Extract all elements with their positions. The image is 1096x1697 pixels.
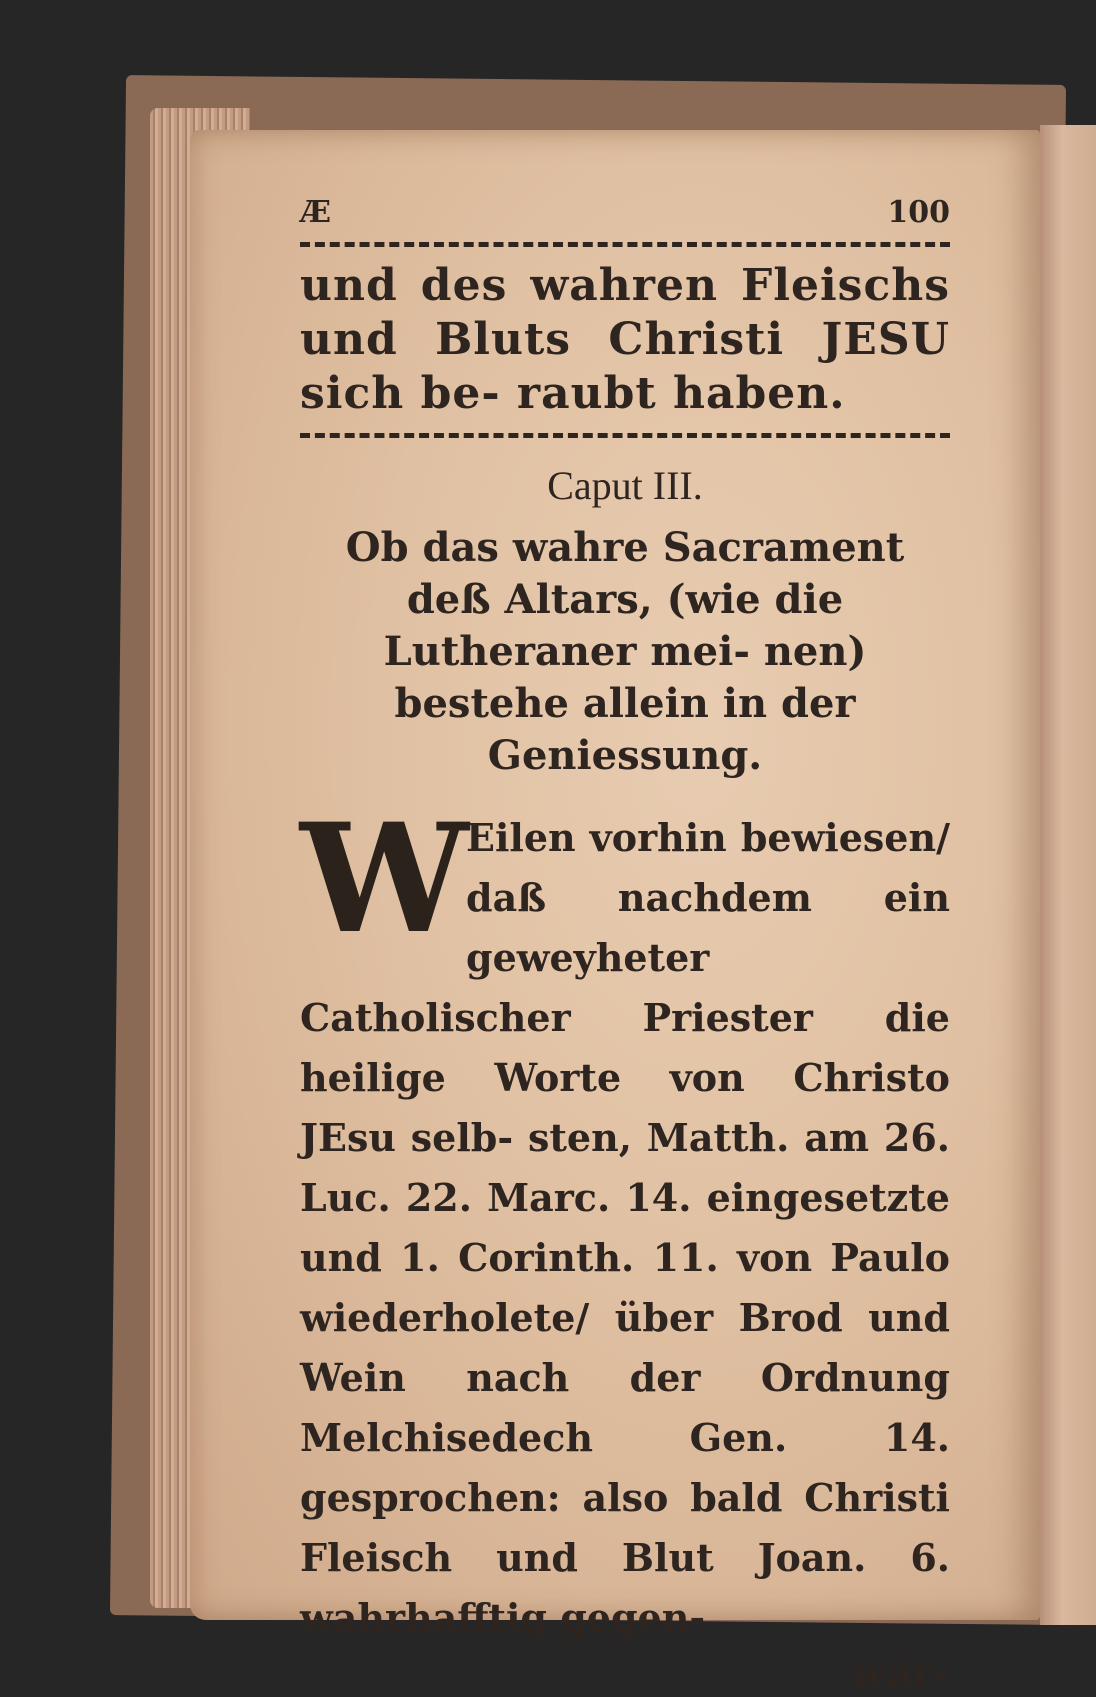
facing-page-edge (1040, 125, 1096, 1625)
page-header (300, 180, 950, 230)
chapter-heading: Ob das wahre Sacrament deß Altars, (wie die Lutheraner mei- nen) bestehe allein in der Geniessung. (345, 524, 905, 779)
body-paragraph (300, 791, 950, 1648)
catchword: wär- (851, 1650, 950, 1697)
continued-text: und des wahren Fleischs und Bluts Christi JESU sich be- raubt haben. (300, 260, 950, 419)
header-rule (300, 242, 950, 247)
drop-cap: W (300, 791, 469, 967)
body-text: Eilen vorhin bewiesen/ daß nachdem ein geweyheter Catholischer Priester die heilige Worte von Christo JEsu selb- sten, Matth. am 26. Luc. 22. Marc. 14. eingesetzte und 1. Corinth. 11. von Paulo wiederholete/ über Brod und Wein nach der Ordnung Melchisedech Gen. 14. gesprochen: also bald Christi Fleisch und Blut Joan. 6. wahrhafftig gegen- (300, 815, 950, 1640)
chapter-title: Caput III. (547, 463, 703, 508)
signature-mark: Æ (300, 195, 332, 230)
page-number: 100 (887, 195, 950, 230)
section-rule (300, 433, 950, 438)
page-content (300, 180, 950, 1697)
